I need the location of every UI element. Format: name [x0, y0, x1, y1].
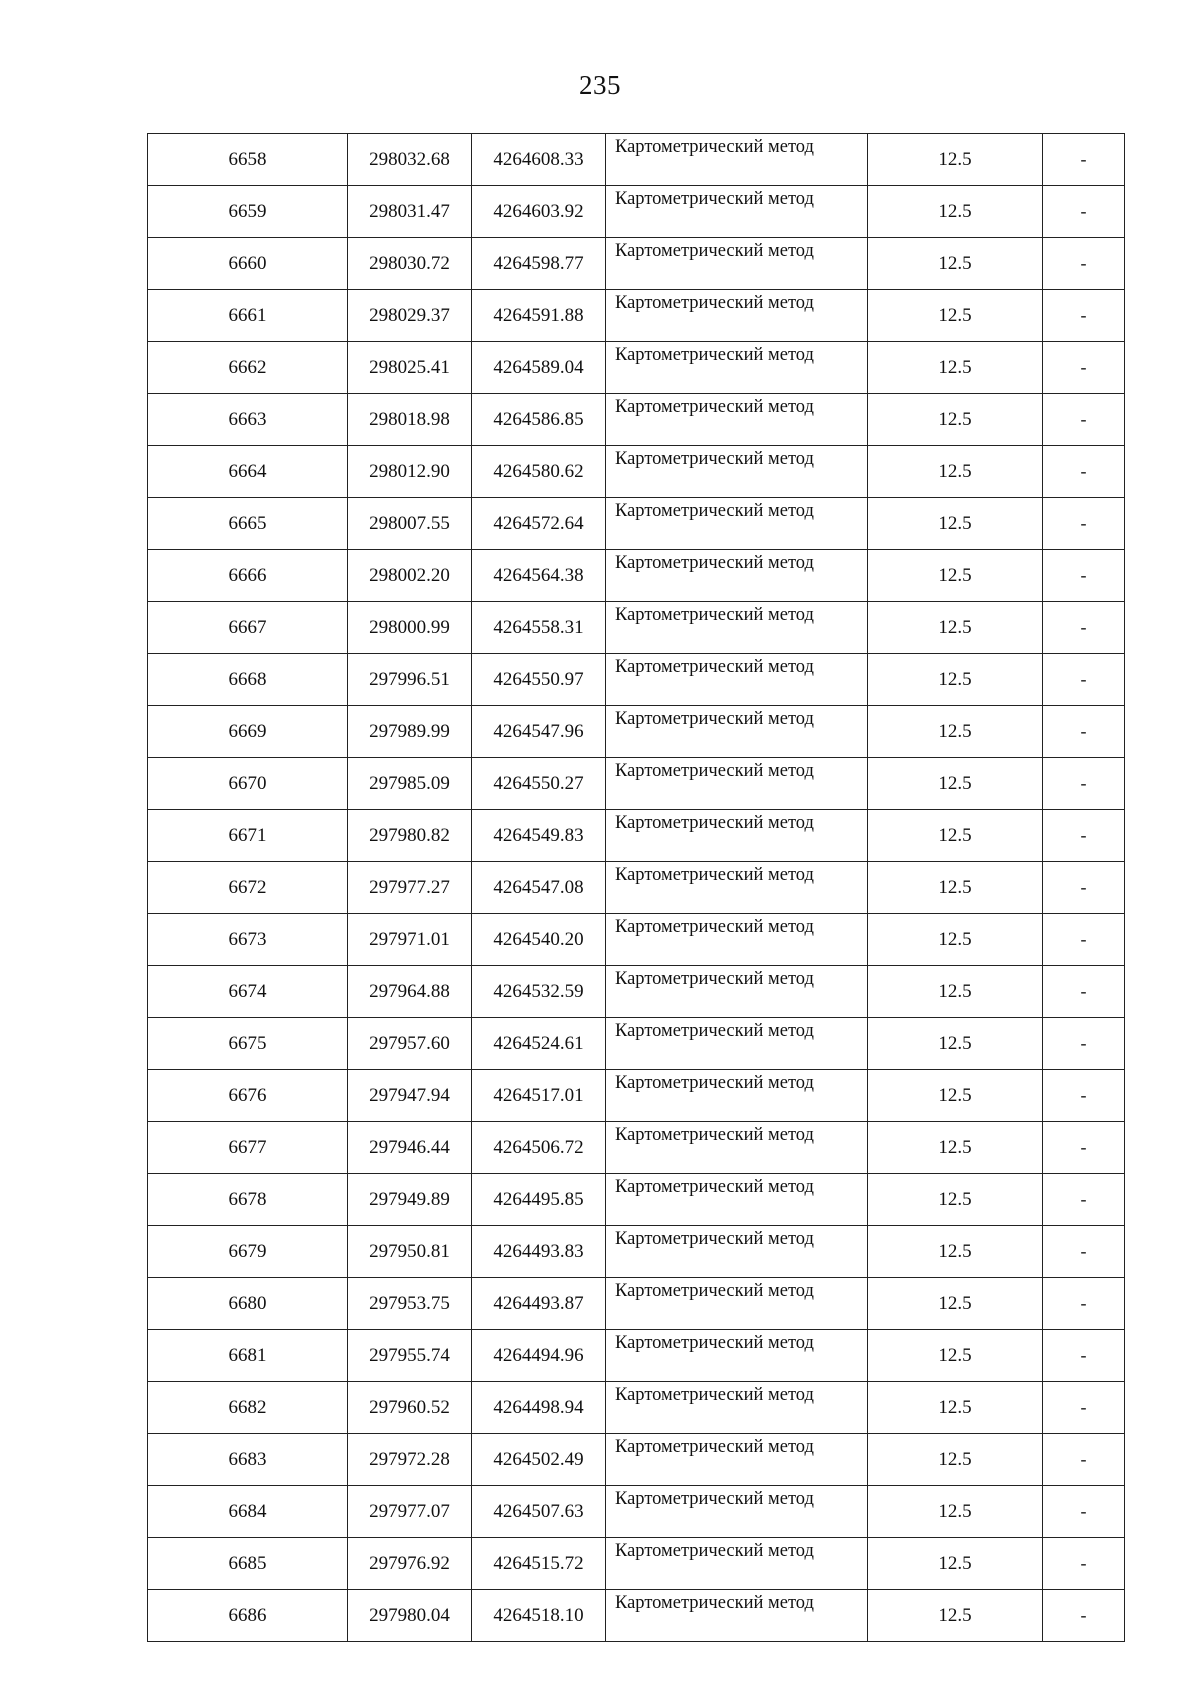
method-cell: Картометрический метод: [606, 134, 868, 186]
x-coordinate-cell: 298002.20: [348, 550, 472, 602]
method-cell: Картометрический метод: [606, 1070, 868, 1122]
accuracy-cell: 12.5: [868, 966, 1043, 1018]
note-cell: -: [1043, 1070, 1125, 1122]
y-coordinate-cell: 4264507.63: [472, 1486, 606, 1538]
point-number-cell: 6669: [148, 706, 348, 758]
table-row: [148, 1122, 1125, 1174]
method-cell: Картометрический метод: [606, 394, 868, 446]
method-cell: Картометрический метод: [606, 1590, 868, 1642]
accuracy-cell: 12.5: [868, 1486, 1043, 1538]
y-coordinate-cell: 4264495.85: [472, 1174, 606, 1226]
point-number-cell: 6684: [148, 1486, 348, 1538]
method-cell: Картометрический метод: [606, 966, 868, 1018]
y-coordinate-cell: 4264550.27: [472, 758, 606, 810]
method-cell: Картометрический метод: [606, 290, 868, 342]
y-coordinate-cell: 4264550.97: [472, 654, 606, 706]
accuracy-cell: 12.5: [868, 1122, 1043, 1174]
accuracy-cell: 12.5: [868, 914, 1043, 966]
method-cell: Картометрический метод: [606, 186, 868, 238]
accuracy-cell: 12.5: [868, 446, 1043, 498]
method-cell: Картометрический метод: [606, 550, 868, 602]
method-cell: Картометрический метод: [606, 1486, 868, 1538]
note-cell: -: [1043, 1382, 1125, 1434]
method-cell: Картометрический метод: [606, 1278, 868, 1330]
point-number-cell: 6662: [148, 342, 348, 394]
x-coordinate-cell: 298018.98: [348, 394, 472, 446]
y-coordinate-cell: 4264502.49: [472, 1434, 606, 1486]
x-coordinate-cell: 297996.51: [348, 654, 472, 706]
coordinates-table: [147, 133, 1125, 1642]
point-number-cell: 6674: [148, 966, 348, 1018]
note-cell: -: [1043, 238, 1125, 290]
note-cell: -: [1043, 706, 1125, 758]
accuracy-cell: 12.5: [868, 654, 1043, 706]
x-coordinate-cell: 298031.47: [348, 186, 472, 238]
accuracy-cell: 12.5: [868, 238, 1043, 290]
note-cell: -: [1043, 134, 1125, 186]
note-cell: -: [1043, 1174, 1125, 1226]
point-number-cell: 6672: [148, 862, 348, 914]
table-row: [148, 1174, 1125, 1226]
accuracy-cell: 12.5: [868, 134, 1043, 186]
note-cell: -: [1043, 550, 1125, 602]
point-number-cell: 6677: [148, 1122, 348, 1174]
table-row: [148, 1538, 1125, 1590]
x-coordinate-cell: 297957.60: [348, 1018, 472, 1070]
x-coordinate-cell: 298000.99: [348, 602, 472, 654]
x-coordinate-cell: 298007.55: [348, 498, 472, 550]
x-coordinate-cell: 297971.01: [348, 914, 472, 966]
method-cell: Картометрический метод: [606, 342, 868, 394]
accuracy-cell: 12.5: [868, 706, 1043, 758]
y-coordinate-cell: 4264493.87: [472, 1278, 606, 1330]
accuracy-cell: 12.5: [868, 290, 1043, 342]
accuracy-cell: 12.5: [868, 1330, 1043, 1382]
method-cell: Картометрический метод: [606, 1538, 868, 1590]
y-coordinate-cell: 4264518.10: [472, 1590, 606, 1642]
note-cell: -: [1043, 1226, 1125, 1278]
point-number-cell: 6667: [148, 602, 348, 654]
point-number-cell: 6663: [148, 394, 348, 446]
y-coordinate-cell: 4264558.31: [472, 602, 606, 654]
table-row: [148, 1330, 1125, 1382]
point-number-cell: 6675: [148, 1018, 348, 1070]
table-row: [148, 342, 1125, 394]
method-cell: Картометрический метод: [606, 706, 868, 758]
y-coordinate-cell: 4264549.83: [472, 810, 606, 862]
y-coordinate-cell: 4264517.01: [472, 1070, 606, 1122]
method-cell: Картометрический метод: [606, 862, 868, 914]
table-row: [148, 1486, 1125, 1538]
y-coordinate-cell: 4264498.94: [472, 1382, 606, 1434]
note-cell: -: [1043, 654, 1125, 706]
method-cell: Картометрический метод: [606, 914, 868, 966]
point-number-cell: 6681: [148, 1330, 348, 1382]
accuracy-cell: 12.5: [868, 1174, 1043, 1226]
y-coordinate-cell: 4264564.38: [472, 550, 606, 602]
method-cell: Картометрический метод: [606, 1018, 868, 1070]
accuracy-cell: 12.5: [868, 186, 1043, 238]
x-coordinate-cell: 297964.88: [348, 966, 472, 1018]
page-number: 235: [579, 70, 621, 100]
y-coordinate-cell: 4264586.85: [472, 394, 606, 446]
accuracy-cell: 12.5: [868, 1018, 1043, 1070]
x-coordinate-cell: 298032.68: [348, 134, 472, 186]
note-cell: -: [1043, 1434, 1125, 1486]
accuracy-cell: 12.5: [868, 1382, 1043, 1434]
note-cell: -: [1043, 1018, 1125, 1070]
table-row: [148, 654, 1125, 706]
point-number-cell: 6658: [148, 134, 348, 186]
y-coordinate-cell: 4264547.96: [472, 706, 606, 758]
y-coordinate-cell: 4264524.61: [472, 1018, 606, 1070]
y-coordinate-cell: 4264580.62: [472, 446, 606, 498]
point-number-cell: 6676: [148, 1070, 348, 1122]
accuracy-cell: 12.5: [868, 810, 1043, 862]
accuracy-cell: 12.5: [868, 1278, 1043, 1330]
y-coordinate-cell: 4264603.92: [472, 186, 606, 238]
table-row: [148, 706, 1125, 758]
accuracy-cell: 12.5: [868, 758, 1043, 810]
note-cell: -: [1043, 446, 1125, 498]
method-cell: Картометрический метод: [606, 498, 868, 550]
table-row: [148, 1018, 1125, 1070]
note-cell: -: [1043, 342, 1125, 394]
x-coordinate-cell: 297953.75: [348, 1278, 472, 1330]
point-number-cell: 6686: [148, 1590, 348, 1642]
note-cell: -: [1043, 602, 1125, 654]
accuracy-cell: 12.5: [868, 1226, 1043, 1278]
y-coordinate-cell: 4264591.88: [472, 290, 606, 342]
note-cell: -: [1043, 1330, 1125, 1382]
table-row: [148, 862, 1125, 914]
accuracy-cell: 12.5: [868, 1538, 1043, 1590]
table-row: [148, 498, 1125, 550]
method-cell: Картометрический метод: [606, 1174, 868, 1226]
table-row: [148, 394, 1125, 446]
note-cell: -: [1043, 1486, 1125, 1538]
table-row: [148, 1278, 1125, 1330]
x-coordinate-cell: 297946.44: [348, 1122, 472, 1174]
accuracy-cell: 12.5: [868, 394, 1043, 446]
table-row: [148, 1226, 1125, 1278]
x-coordinate-cell: 297980.82: [348, 810, 472, 862]
accuracy-cell: 12.5: [868, 498, 1043, 550]
x-coordinate-cell: 297976.92: [348, 1538, 472, 1590]
point-number-cell: 6680: [148, 1278, 348, 1330]
point-number-cell: 6670: [148, 758, 348, 810]
point-number-cell: 6685: [148, 1538, 348, 1590]
accuracy-cell: 12.5: [868, 1070, 1043, 1122]
x-coordinate-cell: 297985.09: [348, 758, 472, 810]
accuracy-cell: 12.5: [868, 1434, 1043, 1486]
method-cell: Картометрический метод: [606, 1330, 868, 1382]
method-cell: Картометрический метод: [606, 238, 868, 290]
point-number-cell: 6660: [148, 238, 348, 290]
point-number-cell: 6659: [148, 186, 348, 238]
point-number-cell: 6671: [148, 810, 348, 862]
point-number-cell: 6661: [148, 290, 348, 342]
note-cell: -: [1043, 1538, 1125, 1590]
table-row: [148, 134, 1125, 186]
y-coordinate-cell: 4264572.64: [472, 498, 606, 550]
method-cell: Картометрический метод: [606, 758, 868, 810]
point-number-cell: 6664: [148, 446, 348, 498]
table-row: [148, 1590, 1125, 1642]
x-coordinate-cell: 297949.89: [348, 1174, 472, 1226]
x-coordinate-cell: 297977.27: [348, 862, 472, 914]
y-coordinate-cell: 4264608.33: [472, 134, 606, 186]
note-cell: -: [1043, 1122, 1125, 1174]
note-cell: -: [1043, 394, 1125, 446]
note-cell: -: [1043, 758, 1125, 810]
table-row: [148, 914, 1125, 966]
method-cell: Картометрический метод: [606, 602, 868, 654]
accuracy-cell: 12.5: [868, 342, 1043, 394]
method-cell: Картометрический метод: [606, 1226, 868, 1278]
point-number-cell: 6673: [148, 914, 348, 966]
x-coordinate-cell: 297989.99: [348, 706, 472, 758]
x-coordinate-cell: 298025.41: [348, 342, 472, 394]
note-cell: -: [1043, 1590, 1125, 1642]
x-coordinate-cell: 298029.37: [348, 290, 472, 342]
x-coordinate-cell: 297955.74: [348, 1330, 472, 1382]
accuracy-cell: 12.5: [868, 602, 1043, 654]
table-row: [148, 446, 1125, 498]
y-coordinate-cell: 4264532.59: [472, 966, 606, 1018]
table-row: [148, 602, 1125, 654]
table-row: [148, 810, 1125, 862]
table-row: [148, 550, 1125, 602]
accuracy-cell: 12.5: [868, 550, 1043, 602]
note-cell: -: [1043, 1278, 1125, 1330]
table-row: [148, 290, 1125, 342]
point-number-cell: 6665: [148, 498, 348, 550]
x-coordinate-cell: 297960.52: [348, 1382, 472, 1434]
note-cell: -: [1043, 498, 1125, 550]
table-row: [148, 1434, 1125, 1486]
table-row: [148, 1070, 1125, 1122]
method-cell: Картометрический метод: [606, 1434, 868, 1486]
table-body: [148, 134, 1125, 1642]
point-number-cell: 6682: [148, 1382, 348, 1434]
y-coordinate-cell: 4264506.72: [472, 1122, 606, 1174]
y-coordinate-cell: 4264493.83: [472, 1226, 606, 1278]
x-coordinate-cell: 298030.72: [348, 238, 472, 290]
method-cell: Картометрический метод: [606, 654, 868, 706]
y-coordinate-cell: 4264589.04: [472, 342, 606, 394]
table-row: [148, 966, 1125, 1018]
note-cell: -: [1043, 914, 1125, 966]
note-cell: -: [1043, 810, 1125, 862]
note-cell: -: [1043, 966, 1125, 1018]
table-row: [148, 1382, 1125, 1434]
x-coordinate-cell: 298012.90: [348, 446, 472, 498]
table-row: [148, 186, 1125, 238]
method-cell: Картометрический метод: [606, 1122, 868, 1174]
x-coordinate-cell: 297950.81: [348, 1226, 472, 1278]
method-cell: Картометрический метод: [606, 1382, 868, 1434]
point-number-cell: 6666: [148, 550, 348, 602]
table-row: [148, 758, 1125, 810]
x-coordinate-cell: 297972.28: [348, 1434, 472, 1486]
x-coordinate-cell: 297980.04: [348, 1590, 472, 1642]
point-number-cell: 6668: [148, 654, 348, 706]
y-coordinate-cell: 4264598.77: [472, 238, 606, 290]
accuracy-cell: 12.5: [868, 862, 1043, 914]
table-row: [148, 238, 1125, 290]
note-cell: -: [1043, 290, 1125, 342]
point-number-cell: 6679: [148, 1226, 348, 1278]
point-number-cell: 6678: [148, 1174, 348, 1226]
point-number-cell: 6683: [148, 1434, 348, 1486]
y-coordinate-cell: 4264540.20: [472, 914, 606, 966]
y-coordinate-cell: 4264494.96: [472, 1330, 606, 1382]
method-cell: Картометрический метод: [606, 446, 868, 498]
accuracy-cell: 12.5: [868, 1590, 1043, 1642]
method-cell: Картометрический метод: [606, 810, 868, 862]
note-cell: -: [1043, 862, 1125, 914]
y-coordinate-cell: 4264515.72: [472, 1538, 606, 1590]
x-coordinate-cell: 297977.07: [348, 1486, 472, 1538]
note-cell: -: [1043, 186, 1125, 238]
y-coordinate-cell: 4264547.08: [472, 862, 606, 914]
x-coordinate-cell: 297947.94: [348, 1070, 472, 1122]
